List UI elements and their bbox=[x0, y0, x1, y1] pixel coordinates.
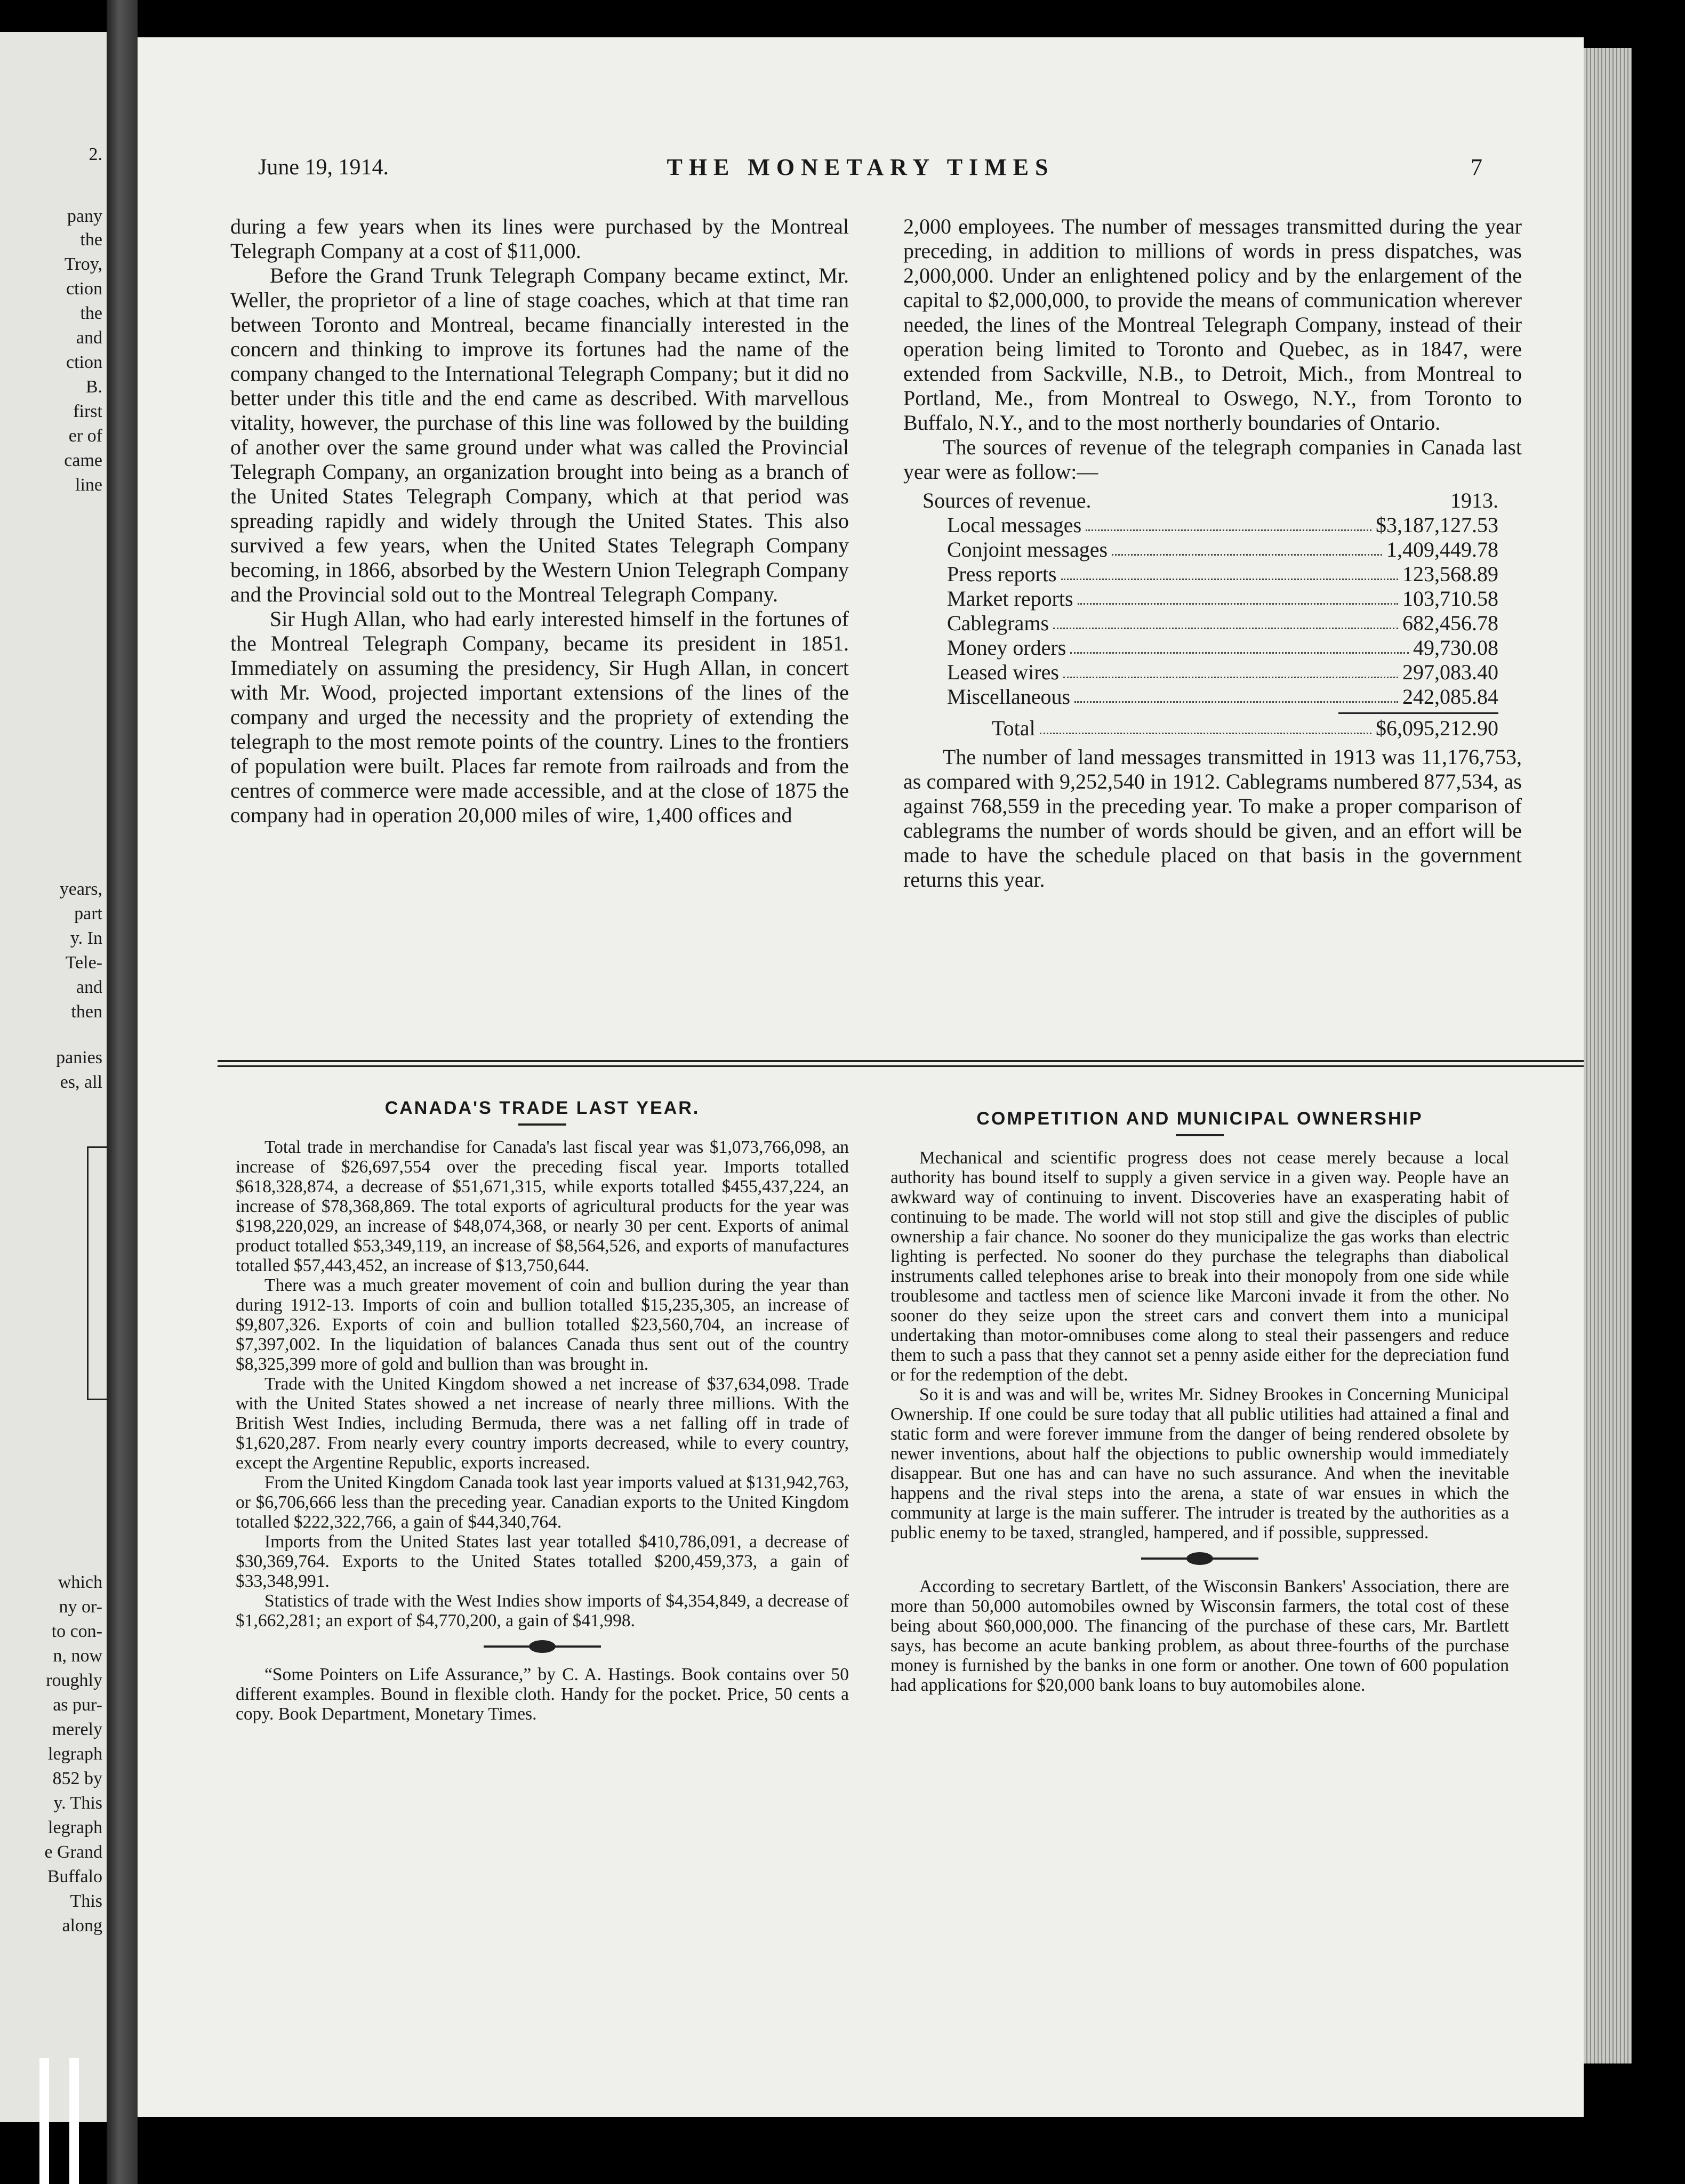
trade-article-heading: CANADA'S TRADE LAST YEAR. bbox=[384, 1098, 700, 1118]
left-fragment: y. In bbox=[70, 928, 102, 948]
paragraph: There was a much greater movement of coin and bullion during the year than during 1912-13. Imports of coin and bullion totalled $15,235,305, an increase of $9,807,326. Exports of coin and bullion totalled $23,560,704, an increase of $7,397,002. In the liquidation of balances Canada thus sent out of the country $8,325,399 more of gold and bullion than was brought in. bbox=[236, 1275, 849, 1374]
left-fragment: came bbox=[64, 451, 102, 470]
left-fragment: roughly bbox=[46, 1671, 102, 1690]
revenue-row bbox=[922, 611, 1498, 636]
revenue-row bbox=[922, 587, 1498, 611]
competition-article-heading: COMPETITION AND MUNICIPAL OWNERSHIP bbox=[976, 1109, 1423, 1129]
heading-rule bbox=[1176, 1134, 1224, 1136]
book-gutter bbox=[107, 0, 138, 2184]
scan-background bbox=[1632, 0, 1685, 2184]
revenue-row bbox=[922, 660, 1498, 685]
paragraph: Total trade in merchandise for Canada's last fiscal year was $1,073,766,098, an increase of $26,697,554 over the preceding fiscal year. Imports totalled $618,328,874, a decrease of $51,671,315, while exports totalled $455,437,224, an increase of $78,368,869. The total exports of agricultural products for the year was $198,220,029, an increase of $48,074,368, or nearly 30 per cent. Exports of animal product totalled $53,349,119, an increase of $8,564,526, and exports of manufactures totalled $57,443,452, an increase of $13,750,644. bbox=[236, 1137, 849, 1275]
revenue-value: 682,456.78 bbox=[1402, 611, 1498, 635]
automobiles-item: According to secretary Bartlett, of the Wisconsin Bankers' Association, there are more than 50,000 automobiles owned by Wisconsin farmers, the total cost of these being about $60,000,000. The financing of the purchase of these cars, Mr. Bartlett says, has become an acute banking problem, as about three-fourths of the purchase money is furnished by the banks in one form or another. One town of 600 population had applications for $20,000 bank loans to buy automobiles alone. bbox=[890, 1577, 1509, 1695]
left-fragment: Tele- bbox=[65, 953, 102, 973]
left-fragment: and bbox=[76, 977, 102, 997]
left-fragment: n, now bbox=[53, 1646, 102, 1666]
left-fragment: then bbox=[71, 1002, 102, 1022]
paragraph: From the United Kingdom Canada took last year imports valued at $131,942,763, or $6,706,666 less than the preceding year. Canadian exports to the United Kingdom totalled $222,322,766, a gain of $44,340,764. bbox=[236, 1473, 849, 1532]
revenue-header-year: 1913. bbox=[1450, 488, 1498, 512]
left-fragment: part bbox=[74, 904, 102, 924]
revenue-table bbox=[922, 488, 1498, 741]
revenue-row bbox=[922, 513, 1498, 537]
left-fragment: e Grand bbox=[44, 1842, 102, 1862]
revenue-value: 103,710.58 bbox=[1402, 587, 1498, 611]
left-fragment: pany bbox=[67, 206, 102, 226]
paragraph: Before the Grand Trunk Telegraph Company became extinct, Mr. Weller, the proprietor of a line of stage coaches, which at that time ran between Toronto and Montreal, became financially interested in the concern and thinking to improve its fortunes had the name of the company changed to the International Telegraph Company; but it did no better under this title and the end came as described. With marvellous vitality, however, the purchase of this line was followed by the building of another over the same ground under what was called the Provincial Telegraph Company, an organization brought into being as a branch of the United States Telegraph Company, which at that period was spreading rapidly and widely through the United States. This also survived a few years, when the United States Telegraph Company becoming, in 1866, absorbed by the Western Union Telegraph Company and the Provincial sold out to the Montreal Telegraph Company. bbox=[230, 263, 849, 606]
issue-date: June 19, 1914. bbox=[258, 155, 389, 180]
left-fragment: line bbox=[75, 475, 102, 495]
heading-rule bbox=[518, 1123, 566, 1126]
paragraph: during a few years when its lines were purchased by the Montreal Telegraph Company at a cost of $11,000. bbox=[230, 214, 849, 263]
left-fragment: to con- bbox=[51, 1621, 102, 1641]
left-fragment: ction bbox=[66, 279, 102, 299]
paragraph: 2,000 employees. The number of messages transmitted during the year preceding, in addition to millions of words in press dispatches, was 2,000,000. Under an enlightened policy and by the enlargement of the capital to $2,000,000, to provide the means of communication wherever needed, the lines of the Montreal Telegraph Company, instead of their operation being limited to Toronto and Quebec, as in 1847, were extended from Sackville, N.B., to Detroit, Mich., from Montreal to Portland, Me., from Montreal to Oswego, N.Y., from Toronto to Buffalo, N.Y., and to the most northerly boundaries of Ontario. bbox=[903, 214, 1522, 435]
previous-page-edge bbox=[0, 32, 107, 2122]
revenue-total-row bbox=[922, 716, 1498, 741]
ornament-divider bbox=[484, 1640, 601, 1653]
paragraph: Trade with the United Kingdom showed a net increase of $37,634,098. Trade with the United States showed a net increase of nearly three millions. With the British West Indies, including Bermuda, there was a net falling off in trade of $1,620,287. From nearly every country imports decreased, while to every country, except the Argentine Republic, exports increased. bbox=[236, 1374, 849, 1473]
revenue-total-label: Total bbox=[992, 716, 1036, 740]
left-fragment: legraph bbox=[48, 1744, 102, 1764]
total-rule bbox=[1338, 712, 1498, 714]
book-notice: “Some Pointers on Life Assurance,” by C. A. Hastings. Book contains over 50 different examples. Bound in flexible cloth. Handy for the pocket. Price, 50 cents a copy. Book Department, Monetary Times. bbox=[236, 1665, 849, 1724]
revenue-total-value: $6,095,212.90 bbox=[1376, 716, 1498, 740]
upper-right-column bbox=[903, 214, 1522, 892]
left-fragment: ny or- bbox=[59, 1597, 102, 1617]
revenue-value: 1,409,449.78 bbox=[1386, 537, 1498, 561]
left-fragment: along bbox=[62, 1916, 102, 1936]
revenue-value: 123,568.89 bbox=[1402, 562, 1498, 586]
left-fragment: which bbox=[58, 1572, 102, 1592]
left-fragment: B. bbox=[85, 377, 102, 397]
paragraph: Statistics of trade with the West Indies show imports of $4,354,849, a decrease of $1,662,281; an export of $4,770,200, a gain of $41,998. bbox=[236, 1591, 849, 1631]
trade-article bbox=[236, 1098, 849, 1724]
revenue-label: Press reports bbox=[947, 562, 1057, 586]
left-fragment: ction bbox=[66, 352, 102, 372]
left-fragment: and bbox=[76, 328, 102, 348]
revenue-label: Miscellaneous bbox=[947, 685, 1071, 709]
revenue-row bbox=[922, 562, 1498, 587]
left-fragment: the bbox=[80, 303, 102, 323]
revenue-row bbox=[922, 537, 1498, 562]
revenue-table-header bbox=[922, 488, 1498, 513]
upper-left-column bbox=[230, 214, 849, 828]
revenue-row bbox=[922, 636, 1498, 660]
paragraph: The number of land messages transmitted in 1913 was 11,176,753, as compared with 9,252,540 in 1912. Cablegrams numbered 877,534, as against 768,559 in the preceding year. To make a proper comparison of cablegrams the number of words should be given, and an effort will be made to have the schedule placed on that basis in the government returns this year. bbox=[903, 745, 1522, 892]
publication-title: THE MONETARY TIMES bbox=[667, 154, 1055, 180]
revenue-value: 297,083.40 bbox=[1402, 660, 1498, 684]
left-fragment: legraph bbox=[48, 1818, 102, 1837]
paragraph: The sources of revenue of the telegraph companies in Canada last year were as follow:— bbox=[903, 435, 1522, 484]
left-fragment: er of bbox=[68, 426, 102, 446]
revenue-label: Conjoint messages bbox=[947, 537, 1108, 561]
left-fragment: y. This bbox=[53, 1793, 102, 1813]
left-fragment: merely bbox=[52, 1720, 102, 1739]
revenue-label: Cablegrams bbox=[947, 611, 1049, 635]
page-number: 7 bbox=[1471, 154, 1482, 180]
revenue-header-label: Sources of revenue. bbox=[922, 488, 1092, 512]
newspaper-page bbox=[138, 37, 1584, 2117]
left-fragment: This bbox=[70, 1891, 102, 1911]
revenue-label: Market reports bbox=[947, 587, 1073, 611]
revenue-value: $3,187,127.53 bbox=[1376, 513, 1498, 537]
paragraph: So it is and was and will be, writes Mr. Sidney Brookes in Concerning Municipal Ownership. If one could be sure today that all public utilities had attained a final and static form and were forever immune from the danger of being rendered obsolete by newer inventions, about half the objections to public ownership would immediately disappear. But one has and can have no such assurance. And when the inevitable happens and the rival steps into the arena, a state of war ensues in which the community at large is the main sufferer. The intruder is treated by the authorities as a public enemy to be taxed, strangled, hampered, and if possible, suppressed. bbox=[890, 1385, 1509, 1543]
left-fragment: Buffalo bbox=[47, 1867, 102, 1886]
revenue-label: Local messages bbox=[947, 513, 1082, 537]
scan-marks bbox=[37, 2058, 101, 2184]
revenue-value: 242,085.84 bbox=[1402, 685, 1498, 709]
revenue-value: 49,730.08 bbox=[1413, 636, 1498, 660]
left-fragment: the bbox=[80, 230, 102, 250]
left-fragment: 2. bbox=[89, 144, 102, 164]
paragraph: Imports from the United States last year totalled $410,786,091, a decrease of $30,369,764. Exports to the United States totalled $200,459,373, a gain of $33,348,991. bbox=[236, 1532, 849, 1591]
left-page-box bbox=[87, 1146, 107, 1400]
paragraph: Sir Hugh Allan, who had early interested himself in the fortunes of the Montreal Telegraph Company, became its president in 1851. Immediately on assuming the presidency, Sir Hugh Allan, in concert with Mr. Wood, projected important extensions of the lines of the company and urged the necessity and the propriety of extending the telegraph to the most remote points of the country. Lines to the frontiers of population were built. Places far remote from railroads and from the centres of commerce were made accessible, and at the close of 1875 the company had in operation 20,000 miles of wire, 1,400 offices and bbox=[230, 607, 849, 827]
paragraph: Mechanical and scientific progress does not cease merely because a local authority has bound itself to supply a given service in a given way. People have an awkward way of continuing to invent. Discoveries have an exasperating habit of continuing to be made. The world will not stop still and give the disciples of public ownership a fair chance. No sooner do they municipalize the gas works than electric lighting is perfected. No sooner do they purchase the telegraphs than diabolical instruments called telephones arise to break into their monopoly from one side while troublesome and tactless men of science like Marconi invade it from the other. No sooner do they seize upon the street cars and convert them into a municipal undertaking than motor-omnibuses come along to steal their passengers and reduce them to such a pass that they cannot set a penny aside either for the depreciation fund or for the redemption of the debt. bbox=[890, 1148, 1509, 1385]
left-fragment: Troy, bbox=[64, 254, 102, 274]
page-stack-edge bbox=[1584, 48, 1632, 2063]
left-fragment: first bbox=[73, 402, 102, 421]
revenue-label: Money orders bbox=[947, 636, 1066, 660]
section-separator bbox=[218, 1060, 1593, 1067]
left-fragment: 852 by bbox=[52, 1769, 102, 1788]
revenue-label: Leased wires bbox=[947, 660, 1059, 684]
ornament-divider bbox=[1141, 1552, 1258, 1565]
left-fragment: years, bbox=[59, 879, 102, 899]
left-fragment: as pur- bbox=[53, 1695, 102, 1715]
left-fragment: panies bbox=[56, 1048, 102, 1067]
left-fragment: es, all bbox=[60, 1072, 102, 1092]
revenue-row bbox=[922, 685, 1498, 709]
competition-article bbox=[890, 1109, 1509, 1695]
